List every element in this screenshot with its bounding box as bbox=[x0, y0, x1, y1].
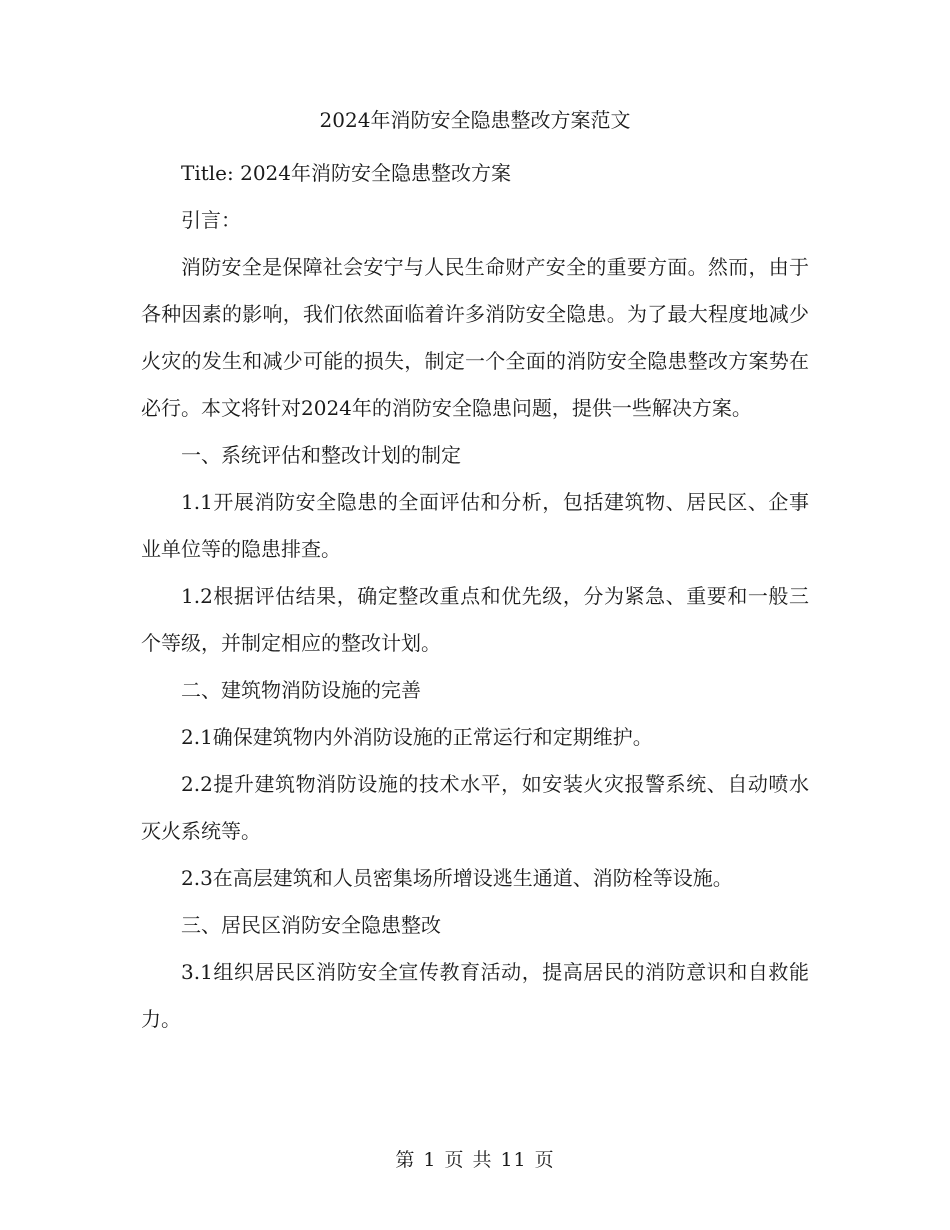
item-2-1: 2.1确保建筑物内外消防设施的正常运行和定期维护。 bbox=[181, 725, 653, 749]
section-heading-2: 二、建筑物消防设施的完善 bbox=[181, 678, 421, 702]
footer-label-total: 共 bbox=[472, 1149, 493, 1171]
document-body bbox=[141, 150, 809, 1043]
section-heading-1: 一、系统评估和整改计划的制定 bbox=[181, 443, 461, 467]
footer-label-page: 第 bbox=[395, 1149, 416, 1171]
page-footer bbox=[0, 1145, 950, 1175]
subtitle-line: Title: 2024年消防安全隐患整改方案 bbox=[181, 161, 511, 185]
intro-heading: 引言： bbox=[181, 208, 241, 232]
section-heading-3: 三、居民区消防安全隐患整改 bbox=[181, 913, 441, 937]
item-1-1: 1.1开展消防安全隐患的全面评估和分析，包括建筑物、居民区、企事业单位等的隐患排查。 bbox=[141, 490, 809, 561]
item-1-2: 1.2根据评估结果，确定整改重点和优先级，分为紧急、重要和一般三个等级，并制定相应的整改计划。 bbox=[141, 584, 809, 655]
item-2-3: 2.3在高层建筑和人员密集场所增设逃生通道、消防栓等设施。 bbox=[181, 866, 733, 890]
intro-paragraph: 消防安全是保障社会安宁与人民生命财产安全的重要方面。然而，由于各种因素的影响，我们依然面临着许多消防安全隐患。为了最大程度地减少火灾的发生和减少可能的损失，制定一个全面的消防安全隐患整改方案势在必行。本文将针对2024年的消防安全隐患问题，提供一些解决方案。 bbox=[141, 255, 809, 420]
footer-label-page-unit: 页 bbox=[444, 1149, 465, 1171]
footer-label-total-unit: 页 bbox=[534, 1149, 555, 1171]
document-title: 2024年消防安全隐患整改方案范文 bbox=[319, 108, 631, 132]
footer-total-pages: 11 bbox=[500, 1149, 527, 1171]
item-3-1: 3.1组织居民区消防安全宣传教育活动，提高居民的消防意识和自救能力。 bbox=[141, 960, 809, 1031]
item-2-2: 2.2提升建筑物消防设施的技术水平，如安装火灾报警系统、自动喷水灭火系统等。 bbox=[141, 772, 809, 843]
footer-current-page: 1 bbox=[423, 1149, 437, 1171]
